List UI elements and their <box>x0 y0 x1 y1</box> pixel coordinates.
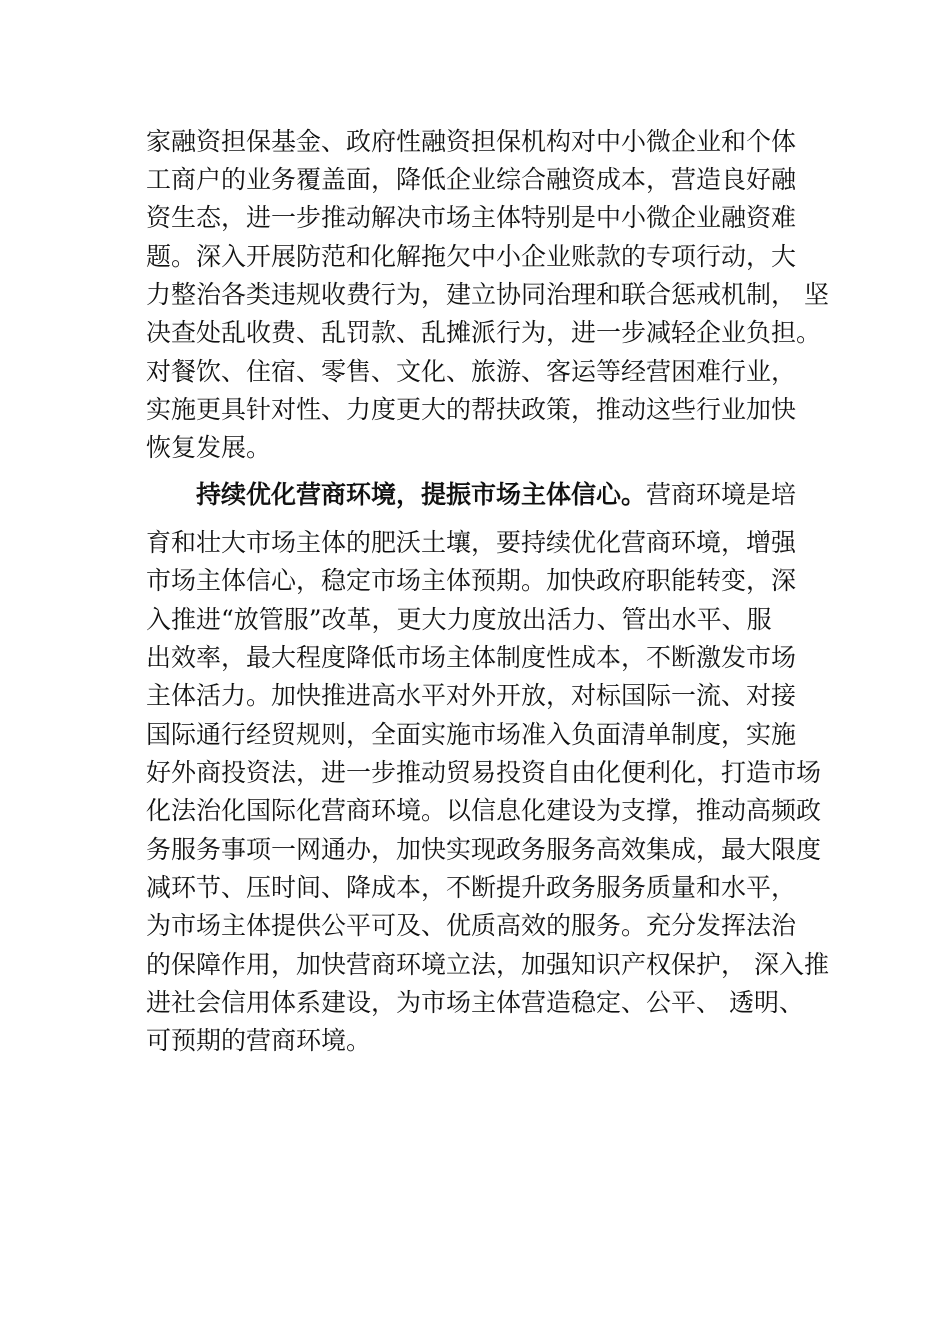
text-line: 资生态，进一步推动解决市场主体特别是中小微企业融资难 <box>146 203 797 232</box>
text-line: 进社会信用体系建设，为市场主体营造稳定、公平、 透明、 <box>146 988 804 1017</box>
text-line: 减环节、压时间、降成本，不断提升政务服务质量和水平， <box>146 873 797 902</box>
text-line: 好外商投资法，进一步推动贸易投资自由化便利化，打造市场 <box>146 758 822 787</box>
text-line: 出效率，最大程度降低市场主体制度性成本，不断激发市场 <box>146 643 797 672</box>
text-line: 家融资担保基金、政府性融资担保机构对中小微企业和个体 <box>146 127 797 156</box>
text-line: 育和壮大市场主体的肥沃土壤，要持续优化营商环境，增强 <box>146 528 797 557</box>
paragraph-lead-heading: 持续优化营商环境，提振市场主体信心。 <box>196 480 647 509</box>
paragraph-lead-continuation: 营商环境是培 <box>646 480 797 509</box>
text-line: 力整治各类违规收费行为，建立协同治理和联合惩戒机制， 坚 <box>146 280 829 309</box>
text-line: 市场主体信心，稳定市场主体预期。加快政府职能转变，深 <box>146 566 797 595</box>
text-line: 工商户的业务覆盖面，降低企业综合融资成本，营造良好融 <box>146 165 797 194</box>
text-line: 务服务事项一网通办，加快实现政务服务高效集成，最大限度 <box>146 835 822 864</box>
paragraph-first-line <box>196 478 796 512</box>
text-line: 决查处乱收费、乱罚款、乱摊派行为，进一步减轻企业负担。 <box>146 318 822 347</box>
text-line: 题。深入开展防范和化解拖欠中小企业账款的专项行动，大 <box>146 242 797 271</box>
text-line: 实施更具针对性、力度更大的帮扶政策，推动这些行业加快 <box>146 395 797 424</box>
text-line: 国际通行经贸规则，全面实施市场准入负面清单制度，实施 <box>146 720 797 749</box>
text-line: 为市场主体提供公平可及、优质高效的服务。充分发挥法治 <box>146 911 797 940</box>
text-line: 对餐饮、住宿、零售、文化、旅游、客运等经营困难行业， <box>146 357 797 386</box>
text-line: 恢复发展。 <box>146 433 272 462</box>
text-line: 的保障作用，加快营商环境立法，加强知识产权保护， 深入推 <box>146 950 829 979</box>
text-line: 化法治化国际化营商环境。以信息化建设为支撑，推动高频政 <box>146 796 822 825</box>
text-line: 主体活力。加快推进高水平对外开放，对标国际一流、对接 <box>146 681 797 710</box>
text-line: 可预期的营商环境。 <box>146 1026 372 1055</box>
text-line: 入推进“放管服”改革，更大力度放出活力、管出水平、服 <box>146 605 772 634</box>
